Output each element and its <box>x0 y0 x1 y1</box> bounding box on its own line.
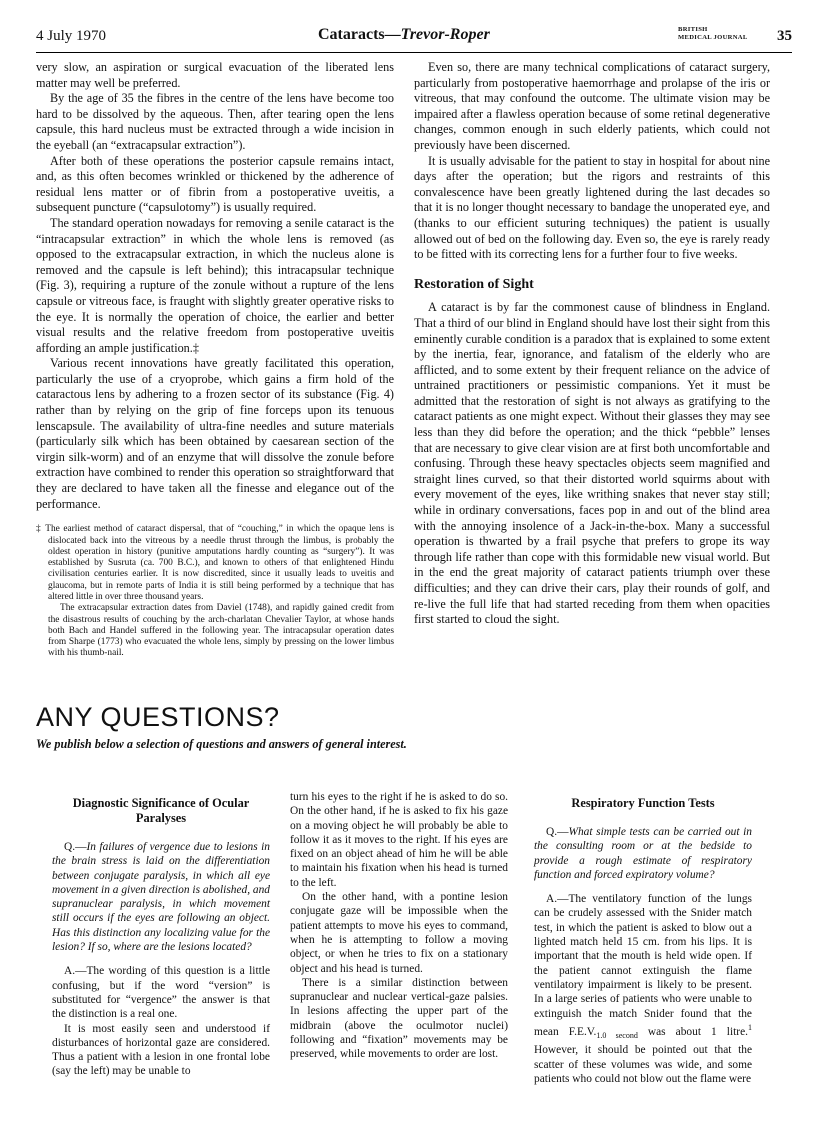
author-name: Trevor-Roper <box>400 26 490 43</box>
paragraph: very slow, an aspiration or surgical evacuation of the liberated lens matter may well be preferred. <box>36 60 394 90</box>
question-heading: Diagnostic Significance of Ocular Paralyses <box>72 796 250 825</box>
journal-name: BRITISH MEDICAL JOURNAL <box>678 26 748 41</box>
answer-text: On the other hand, with a pontine lesion conjugate gaze will be impossible when the patient attempts to move his eyes to command, when he is attempting to follow a moving object, or when he tries to fix on a stationary object and his head is turned. <box>290 891 508 975</box>
question-column-2 <box>290 790 508 1062</box>
paragraph: The standard operation nowadays for removing a senile cataract is the “intracapsular extraction” in which the whole lens is removed (as opposed to the extracapsular extraction, in which the nucleus alone is removed and the capsule is left behind); this intracapsular technique (Fig. 3), requiring a rupture of the zonule without a rupture of the lens capsule or vitreous face, is fraught with slightly greater operative risks to the eye. It is normally the operation of choice, the earlier and better visual results and the relative freedom from postoperative uveitis affording an ample justification.‡ <box>36 215 394 355</box>
question-column-3: Respiratory Function Tests Q.—What simple tests can be carried out in the consulting room or at the bedside to provide a rough estimate of respiratory function and forced expiratory volume? A.—The ventilatory function of the lungs can be crudely assessed with the Snider match test, in which the patient is asked to blow out a lighted match held 15 cm. from his lips. It is important that the mouth is held wide open. If the patient cannot extinguish the flame ventilatory impairment is likely to be present. In a large series of patients who were unable to extinguish the match Snider found that the mean $F.E.V._{1.0 second}$ was about 1 litre.$^1$ However, it should be pointed out that the scatter of these volumes was wide, and some patients who could not blow out the flame were <box>534 796 752 1085</box>
footnote: ‡ The earliest method of cataract dispersal, that of “couching,” in which the opaque lens is dislocated back into the vitreous by a needle thrust through the limbus, is probably the oldest operation in history (punitive amputations hardly counting as “surgery”). It was established by Susruta (ca. 700 B.C.), and known to others of that enlightened Hindu civilisation centuries earlier. It is now discredited, since it usually leads to uveitis and glaucoma, but in remote parts of India it is still being performed by a technique that has altered little in over three thousand years. <box>36 524 394 602</box>
answer-text: The ventilatory function of the lungs can be crudely assessed with the Snider match test, in which the patient is asked to blow out a lighted match held 15 cm. from his lips. It is important that the mouth is held wide open. If the patient cannot extinguish the flame ventilatory impairment is likely to be present. In a large series of patients who were unable to extinguish the match Snider found that the mean F.E.V. <box>534 893 752 1038</box>
left-column <box>36 60 394 660</box>
page-number: 35 <box>777 28 792 44</box>
answer-text: There is a similar distinction between supranuclear and nuclear vertical-gaze palsies. In lesions affecting the upper part of the midbrain (above the oculmotor nuclei) following and “fixation” movements may be preserved, while movements to order are lost. <box>290 976 508 1061</box>
question-text: In failures of vergence due to lesions in the brain stress is laid on the differentiation between conjugate paralysis, in which all eye movement in a given direction is abolished, and supranuclear paralysis, in which movement still occurs if the eyes are following an object. Has this distinction any localizing value for the lesion? If so, where are the lesions located? <box>52 841 270 954</box>
paragraph: A cataract is by far the commonest cause of blindness in England. That a third of our blind in England should have lost their sight from this eminently curable condition is a paradox that is explained to some extent by the inertia, fear, ignorance, and fatalism of the elderly who are afflicted, and to some extent by their frequent reliance on the advice of untrained practitioners or pessimistic companions. Yet it must be admitted that the restoration of sight is not always as gratifying to the cataract patients as one might expect. Without their glasses they may see less than they did before the operation; and the thick “pebble” lenses that are necessary to give clear vision are at first both uncomfortable and confusing. Through these heavy spectacles objects seem magnified and straight lines curved, so that their distorted world squirms about with every movement of the eyes, like writhing snakes that never stay still; while in ordinary conversations, faces pop in and out of the blind area with the annoying insolence of a Jack-in-the-box. Many a successful operation is thwarted by a frail psyche that prefers to grope its way through life rather than cope with this formidable new visual world. But in the end the great majority of cataract patients triumph over these difficulties; and they can drive their cars, play their rounds of golf, and re-live the full life that had started receding from them when opacities first started to cloud the sight. <box>414 300 770 627</box>
paragraph: Even so, there are many technical complications of cataract surgery, particularly from postoperative haemorrhage and prolapse of the iris or vitreous, that may confound the outcome. The ultimate vision may be impaired after a flawless operation because of some retinal degenerative changes, common enough in such elderly patients, which could not previously have been discerned. <box>414 60 770 152</box>
a-label: A.— <box>546 893 569 906</box>
section-heading: Restoration of Sight <box>414 276 534 292</box>
issue-date: 4 July 1970 <box>36 28 107 44</box>
paragraph: By the age of 35 the fibres in the centre of the lens have become too hard to be dissolved by the aqueous. Then, after tearing open the lens capsule, this hard nucleus must be extracted through a wide incision in the eyeball (an “extracapsular extraction”). <box>36 91 394 152</box>
question-text: What simple tests can be carried out in the consulting room or at the bedside to provide a rough estimate of respiratory function and forced expiratory volume? <box>534 826 752 881</box>
running-title: Cataracts—Trevor-Roper <box>318 26 490 43</box>
running-header <box>36 20 792 54</box>
q-label: Q.— <box>64 841 87 853</box>
q-label: Q.— <box>546 826 569 838</box>
answer-text: The wording of this question is a little confusing, but if the word “version” is substituted for “vergence” the answer is that the distinction is a real one. <box>52 965 270 1021</box>
footnotes <box>36 524 394 660</box>
paragraph: After both of these operations the posterior capsule remains intact, and, as this often becomes wrinkled or thickened by the adherence of residual lens matter or of fibrin from a postoperative uveitis, a subsequent puncture (“capsulotomy”) is usually required. <box>36 153 394 215</box>
subscript: 1.0 second <box>596 1030 638 1040</box>
paragraph: Various recent innovations have greatly facilitated this operation, particularly the use of a cryoprobe, which gains a firm hold of the cataractous lens by adhering to a frozen sector of its substance (Fig. 4) rather than by relying on the grip of fine forceps upon its tenuous lenscapsule. The availability of ultra-fine needles and suture materials (particularly silk which has been obtained by caesarean section of the virgin silk-worm) and of an enzyme that will dissolve the zonule before extraction have combined to render this operation so straightforward that they are declared to have taken all the finesse and elegance out of the performance. <box>36 356 394 511</box>
a-label: A.— <box>64 965 87 978</box>
paragraph: It is usually advisable for the patient to stay in hospital for about nine days after the operation; but the rigors and restraints of this convalescence have been greatly lightened during the last decades so that it is no longer thought necessary to bandage the unoperated eye, and (thanks to our efficient suturing techniques) the patient is usually allowed out of bed on the following day. Even so, the eye is rarely ready to be fitted with its correcting lens for a further four to five weeks. <box>414 153 770 262</box>
right-column <box>414 60 770 628</box>
answer-text: It is most easily seen and understood if disturbances of horizontal gaze are considered. Thus a patient with a lesion in one frontal lobe (say the left) may be unable to <box>52 1022 270 1078</box>
question-column-1 <box>52 790 270 1079</box>
question-heading: Respiratory Function Tests <box>571 796 715 810</box>
footnote: The extracapsular extraction dates from Daviel (1748), and rapidly gained credit from the disastrous results of couching by the arch-charlatan Chevalier Taylor, at whose hands both Bach and Handel suffered in the following year. The intracapsular operation dates from Sharpe (1773) who evacuated the whole lens, simply by pressing on the lower limbus with his thumb-nail. <box>48 603 394 659</box>
answer-text: turn his eyes to the right if he is asked to do so. On the other hand, if he is asked to fix his gaze on a moving object he will probably be able to follow it as it moves to the right. If his eyes are fixed on an object ahead of him he will be able to maintain his fixation when his head is turned to the left. <box>290 791 508 889</box>
any-questions-subtitle: We publish below a selection of questions and answers of general interest. <box>36 737 407 751</box>
header-rule <box>36 52 792 53</box>
any-questions-title: ANY QUESTIONS? <box>36 702 280 732</box>
reference-mark: 1 <box>748 1022 752 1032</box>
